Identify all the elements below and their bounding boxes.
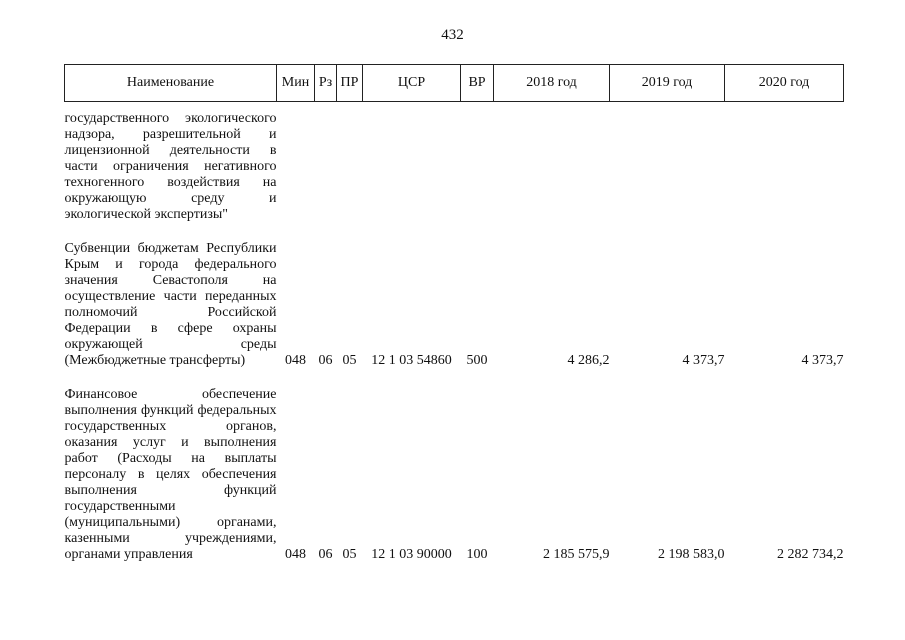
- row-csr: 12 1 03 90000: [371, 547, 452, 562]
- row-csr: [363, 111, 461, 223]
- table-row: [65, 241, 844, 369]
- header-pr: ПР: [337, 65, 363, 102]
- row-2020: [725, 111, 844, 223]
- header-rz: Рз: [315, 65, 337, 102]
- row-2018: 2 185 575,9: [543, 547, 610, 562]
- row-name: Субвенции бюджетам Республики Крым и города федерального значения Севастополя на осуществление части переданных полномочий Российской Федерации в сфере охраны окружающей среды (Межбюджетные трансферты): [64, 241, 277, 368]
- row-2020: 4 373,7: [801, 353, 844, 368]
- page-number: 432: [441, 27, 464, 43]
- header-name: Наименование: [65, 65, 277, 102]
- row-min: 048: [285, 353, 306, 368]
- header-2019: 2019 год: [610, 65, 725, 102]
- row-2019: 4 373,7: [682, 353, 725, 368]
- row-pr: [337, 111, 363, 223]
- budget-table: [64, 64, 844, 563]
- header-csr: ЦСР: [363, 65, 461, 102]
- row-2019: 2 198 583,0: [658, 547, 725, 562]
- header-min: Мин: [277, 65, 315, 102]
- row-2018: 4 286,2: [567, 353, 610, 368]
- row-rz: 06: [318, 547, 333, 562]
- row-name: государственного экологического надзора, разрешительной и лицензионной деятельности в части ограничения негативного техногенного воздействия на окружающую среду и экологической экспертизы": [64, 111, 277, 222]
- row-vr: 500: [466, 353, 488, 368]
- row-min: 048: [285, 547, 306, 562]
- row-2018: [494, 111, 610, 223]
- row-csr: 12 1 03 54860: [371, 353, 452, 368]
- row-pr: 05: [342, 353, 357, 368]
- table-viewport: [64, 64, 854, 622]
- header-2020: 2020 год: [725, 65, 844, 102]
- row-pr: 05: [342, 547, 357, 562]
- table-row: [65, 111, 844, 223]
- row-vr: 100: [466, 547, 488, 562]
- table-row: [65, 387, 844, 563]
- row-name: Финансовое обеспечение выполнения функций федеральных государственных органов, оказания услуг и выполнения работ (Расходы на выплаты персоналу в целях обеспечения выполнения функций государственными (муниципальными) органами, казенными учреждениями, органами управления: [64, 387, 277, 562]
- header-vr: ВР: [461, 65, 494, 102]
- row-2019: [610, 111, 725, 223]
- row-2020: 2 282 734,2: [777, 547, 844, 562]
- row-vr: [461, 111, 494, 223]
- table-header-row: [65, 65, 844, 102]
- row-rz: [315, 111, 337, 223]
- header-2018: 2018 год: [494, 65, 610, 102]
- row-rz: 06: [318, 353, 333, 368]
- row-min: [277, 111, 315, 223]
